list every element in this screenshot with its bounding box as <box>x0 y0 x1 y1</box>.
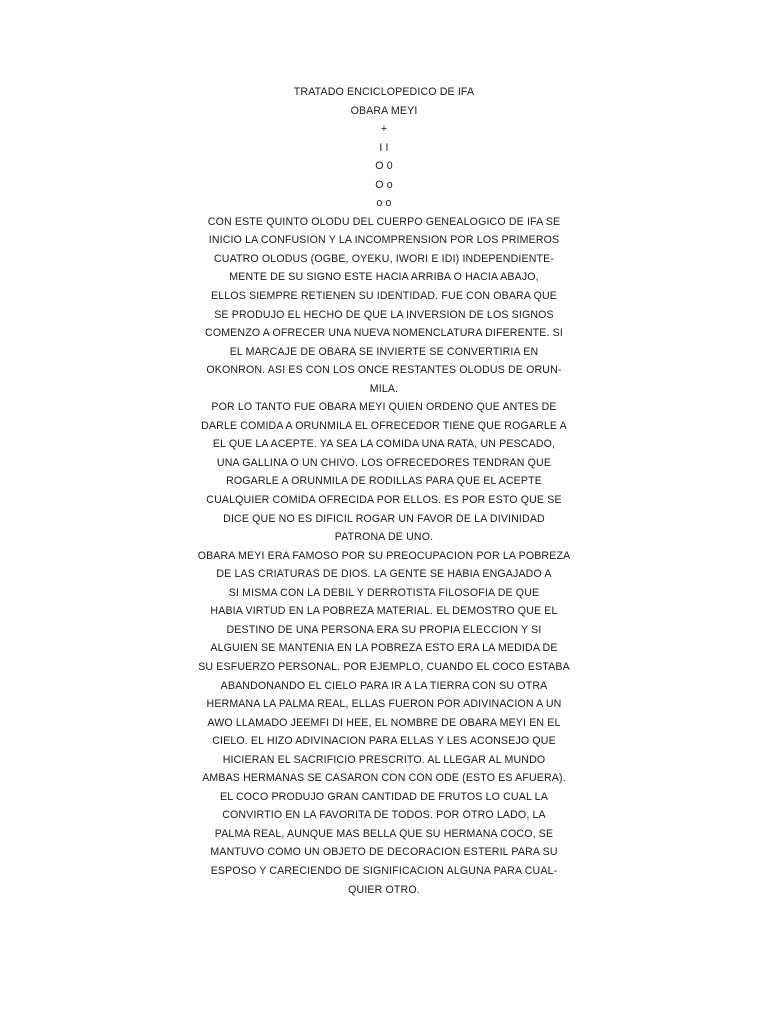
text-line: DARLE COMIDA A ORUNMILA EL OFRECEDOR TIENE QUE ROGARLE A <box>201 419 567 432</box>
text-line: EL QUE LA ACEPTE. YA SEA LA COMIDA UNA RATA, UN PESCADO, <box>212 438 556 451</box>
text-line: CUALQUIER COMIDA OFRECIDA POR ELLOS. ES POR ESTO QUE SE <box>206 494 562 507</box>
text-line: AMBAS HERMANAS SE CASARON CON CON ODE (ESTO ES AFUERA). <box>202 772 566 785</box>
text-line: EL COCO PRODUJO GRAN CANTIDAD DE FRUTOS LO CUAL LA <box>220 790 548 803</box>
document-title: TRATADO ENCICLOPEDICO DE IFA <box>293 86 475 98</box>
text-line: OKONRON. ASI ES CON LOS ONCE RESTANTES OLODUS DE ORUN- <box>206 364 562 377</box>
text-line: MILA. <box>369 382 399 395</box>
signo-mark-row-4: o o <box>376 197 392 210</box>
text-line: DESTINO DE UNA PERSONA ERA SU PROPIA ELECCION Y SI <box>226 623 542 636</box>
text-line: UNA GALLINA O UN CHIVO. LOS OFRECEDORES TENDRAN QUE <box>216 456 552 469</box>
signo-mark-row-3: O o <box>375 178 393 191</box>
text-line: INICIO LA CONFUSION Y LA INCOMPRENSION POR LOS PRIMEROS <box>208 234 560 247</box>
text-line: HABIA VIRTUD EN LA POBREZA MATERIAL. EL DEMOSTRO QUE EL <box>210 605 558 618</box>
text-line: MENTE DE SU SIGNO ESTE HACIA ARRIBA O HACIA ABAJO, <box>229 271 539 284</box>
text-line: SI MISMA CON LA DEBIL Y DERROTISTA FILOSOFIA DE QUE <box>228 586 540 599</box>
text-line: PALMA REAL, AUNQUE MAS BELLA QUE SU HERMANA COCO, SE <box>214 827 554 840</box>
text-line: QUIER OTRO. <box>348 883 420 896</box>
text-line: EL MARCAJE DE OBARA SE INVIERTE SE CONVERTIRIA EN <box>229 345 539 358</box>
signo-mark-row-2: O 0 <box>375 160 393 173</box>
text-line: MANTUVO COMO UN OBJETO DE DECORACION ESTERIL PARA SU <box>210 846 558 859</box>
signo-mark-plus: + <box>380 123 388 136</box>
signo-mark-row-1: I I <box>379 141 389 154</box>
text-line: SU ESFUERZO PERSONAL. POR EJEMPLO, CUANDO EL COCO ESTABA <box>198 660 570 673</box>
text-line: CUATRO OLODUS (OGBE, OYEKU, IWORI E IDI) INDEPENDIENTE- <box>213 252 555 265</box>
text-line: CON ESTE QUINTO OLODU DEL CUERPO GENEALOGICO DE IFA SE <box>207 215 561 228</box>
text-line: ALGUIEN SE MANTENIA EN LA POBREZA ESTO ERA LA MEDIDA DE <box>210 642 558 655</box>
text-line: SE PRODUJO EL HECHO DE QUE LA INVERSION DE LOS SIGNOS <box>214 308 554 321</box>
text-line: HERMANA LA PALMA REAL, ELLAS FUERON POR ADIVINACION A UN <box>206 698 562 711</box>
text-line: DICE QUE NO ES DIFICIL ROGAR UN FAVOR DE LA DIVINIDAD <box>223 512 545 525</box>
text-line: AWO LLAMADO JEEMFI DI HEE, EL NOMBRE DE OBARA MEYI EN EL <box>207 716 561 729</box>
text-line: CONVIRTIO EN LA FAVORITA DE TODOS. POR OTRO LADO, LA <box>222 809 546 822</box>
text-line: DE LAS CRIATURAS DE DIOS. LA GENTE SE HABIA ENGAJADO A <box>216 568 552 581</box>
document-page <box>0 83 768 899</box>
text-line: COMENZO A OFRECER UNA NUEVA NOMENCLATURA DIFERENTE. SI <box>205 327 563 340</box>
text-line: HICIERAN EL SACRIFICIO PRESCRITO. AL LLEGAR AL MUNDO <box>222 753 546 766</box>
text-line: ROGARLE A ORUNMILA DE RODILLAS PARA QUE EL ACEPTE <box>226 475 542 488</box>
text-line: ELLOS SIEMPRE RETIENEN SU IDENTIDAD. FUE CON OBARA QUE <box>211 290 557 303</box>
text-line: OBARA MEYI ERA FAMOSO POR SU PREOCUPACION POR LA POBREZA <box>197 549 571 562</box>
text-line: ABANDONANDO EL CIELO PARA IR A LA TIERRA CON SU OTRA <box>220 679 548 692</box>
text-line: ESPOSO Y CARECIENDO DE SIGNIFICACION ALGUNA PARA CUAL- <box>210 864 558 877</box>
text-line: CIELO. EL HIZO ADIVINACION PARA ELLAS Y LES ACONSEJO QUE <box>212 735 556 748</box>
text-line: POR LO TANTO FUE OBARA MEYI QUIEN ORDENO QUE ANTES DE <box>211 401 557 414</box>
signo-title: OBARA MEYI <box>350 104 418 117</box>
text-line: PATRONA DE UNO. <box>334 531 434 544</box>
